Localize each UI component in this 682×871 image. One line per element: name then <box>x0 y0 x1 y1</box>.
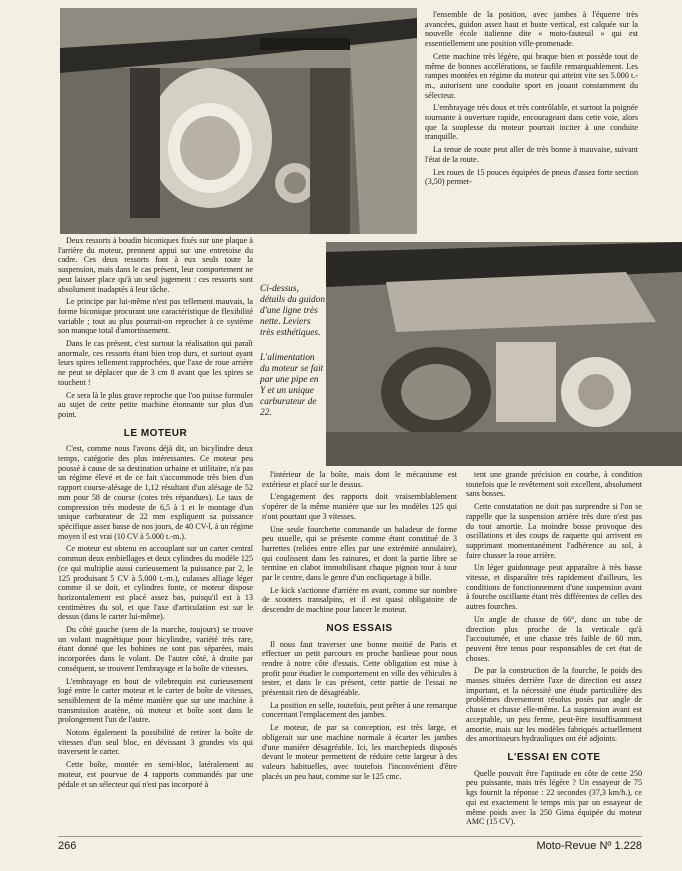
heading-essais: NOS ESSAIS <box>326 622 393 634</box>
paragraph: Cette boîte, montée en semi-bloc, latéralement au moteur, est pourvue de 4 rapports commandés par une pédale et un sélecteur qui n'est pas incorporé à <box>58 760 253 789</box>
page-footer <box>58 840 642 854</box>
paragraph: Un léger guidonnage peut apparaître à très basse vitesse, et disparaître très rapidement d'ailleurs, les conditions de fonctionnement d'une suspension avant à fourche oscillante étant très différentes de celles des autres fourches. <box>466 563 642 612</box>
caption-carburettor: L'alimentation du moteur se fait par une pipe en Y et un unique carburateur de 22. <box>260 353 324 418</box>
paragraph: De par la construction de la fourche, le poids des masses situées derrière l'axe de direction est assez important, et la nécessité une étude particulière des problèmes diversement résolus posés par angle de chasse et chasse elle-même. La suspension avant est acceptable, un peu ferme, peut-être insuffisamment amortie, mais sur les modèles fabriqués actuellement des amortisseurs hydrauliques ont été adjoints. <box>466 666 642 744</box>
footer-rule <box>58 836 642 837</box>
paragraph: Les roues de 15 pouces équipées de pneus d'assez forte section (3,50) permet- <box>425 167 638 187</box>
paragraph: Quelle pouvait être l'aptitude en côte de cette 250 peu puissante, mais très légère ? Un essayeur de 75 kgs fournit la réponse : 22 secondes (37,3 km/h.), ce qui est exactement le temps mis par un essayeur de même poids avec la 250 Gima équipée du moteur AMC (15 CV). <box>466 768 642 827</box>
paragraph: Du côté gauche (sens de la marche, toujours) se trouve un volant magnétique pour bicylindre, variété très rare, étant donné que les bobines ne sont pas séparées, mais incorporées dans le volant. De l'autre côté, à droite par conséquent, se trouvent l'embrayage et la boîte de vitesses. <box>58 625 253 673</box>
paragraph: L'engagement des rapports doit vraisemblablement s'opérer de la même manière que sur les modèles 125 qui n'ont pourtant que 3 vitesses. <box>262 492 457 521</box>
column-middle <box>262 470 457 784</box>
page-number: 266 <box>58 840 77 852</box>
paragraph: L'embrayage très doux et très contrôlable, et surtout la poignée tournante à ouverture rapide, encourageant dans cette voie, alors que la souplesse du moteur pourrait inciter à une conduite tranquille. <box>425 103 638 142</box>
paragraph: Une seule fourchette commande un baladeur de forme peu usuelle, qui se présente comme étant constitué de 3 barrettes (reliées entre elles par une extrémité annulaire), qui coulissent dans les rainures, et dont la partie libre se termine en clabot immobilisant chaque pignon tour à tour par le centre, dans le genre d'un encliquetage à bille. <box>262 524 457 583</box>
photo-motorcycle-front <box>60 8 417 234</box>
photo-captions <box>260 284 326 433</box>
paragraph: l'ensemble de la position, avec jambes à l'équerre très avancées, guidon assez haut et buste vertical, est calquée sur la nouvelle école italienne dite « moto-fauteuil » qui est essentiellement une position ville-promenade. <box>425 10 638 49</box>
paragraph: Ce moteur est obtenu en accouplant sur un carter central commun deux embiellages et deux cylindres du modèle 125 (ce qui multiplie aussi curieusement la puissance par 2, le 125 produisant 5 CV à 5.000 t.-m.), culasses alliage léger comme il se doit, et cylindres fonte, ce moteur dispose horizontalement est placé assez bas, puisqu'il est à 13 centimètres du sol, et que l'axe d'articulation est sur le dessus (dans le carter lui-même). <box>58 544 253 622</box>
paragraph: La tenue de route peut aller de très bonne à mauvaise, suivant l'état de la route. <box>425 145 638 164</box>
paragraph: Le principe par lui-même n'est pas tellement mauvais, la forme biconique procurant une caractéristique de flexibilité variable ; tout au plus pourrait-on reprocher à ce système son manque total d'amortissement. <box>58 297 253 336</box>
paragraph: Il nous faut traverser une bonne moitié de Paris et effectuer un petit parcours en proche banlieue pour nous rendre à notre côte d'essais. Cette obligation est mise à profit pour étudier le comportement en ville des véhicules à tester, et dans le cas présent, cette partie de l'essai ne présentait rien de désagréable. <box>262 639 457 698</box>
paragraph: Notons également la possibilité de retirer la boîte de vitesses d'un seul bloc, en dévissant 3 grandes vis qui traversent le carter. <box>58 728 253 757</box>
motorcycle-headlamp-icon <box>60 8 417 234</box>
paragraph: Un angle de chasse de 66°, donc un tube de direction plus proche de la verticale qu'à l'accoutumée, et une chasse très faible de 60 mm, peuvent être tenus pour responsables de cet état de choses. <box>466 614 642 663</box>
paragraph: l'intérieur de la boîte, mais dont le mécanisme est extérieur et placé sur le dessus. <box>262 470 457 489</box>
paragraph: C'est, comme nous l'avons déjà dit, un bicylindre deux temps, catégorie des plus intéressantes. Ce moteur peu poussé à cause de sa destination urbaine et utilitaire, n'a pas un régime élevé et de ce fait s'accommode très bien d'un rapport course-alésage de 1,12 résultant d'un alésage de 52 mm pour 58 de course (cotes très répandues). Le taux de compression très modeste de 6,5 à 1 et le montage d'un unique carburateur de 22 mm expliquent sa puissance spécifique assez basse de nos jours, de 40 CV-l, à un régime moyen il est vrai (10 CV à 5.000 t.-m.). <box>58 444 253 541</box>
paragraph: La position en selle, toutefois, peut prêter à une remarque concernant l'emplacement des jambes. <box>262 700 457 720</box>
paragraph: Dans le cas présent, c'est surtout la réalisation qui paraît anormale, ces ressorts étant bien trop durs, et surtout ayant leurs spires tellement rapprochées, que l'axe de roue arrière ne peut se déplacer que de 3 cm 8 avant que les spires se touchent ! <box>58 339 253 387</box>
heading-cote: L'ESSAI EN COTE <box>507 751 601 763</box>
photo-handlebar-engine <box>326 242 682 466</box>
paragraph: Deux ressorts à boudin biconiques fixés sur une plaque à l'arrière du moteur, prennent appui sur une entretoise du cadre. Ces deux ressorts font à eux seuls toute la suspension, mais dans le cas présent, leur comportement ne peut laisser place qu'à un seul jugement : ces ressorts sont absolument inadaptés à leur tâche. <box>58 236 253 294</box>
paragraph: Cette machine très légère, qui braque bien et possède tout de même de bonnes accélérations, se faufile remarquablement. Les rampes montées en régime du moteur qui atteint vite ses 5.000 t.-m., autorisent une conduite sport en jouant constamment du sélecteur. <box>425 51 638 100</box>
magazine-issue: Moto-Revue Nº 1.228 <box>536 840 642 852</box>
column-left <box>58 236 253 792</box>
paragraph: L'embrayage en bout de vilebrequin est curieusement logé entre le carter moteur et le carter de boîte de vitesses, sensiblement de la même manière que sur une machine à transmission acatène, où moteur et boîte sont dans le prolongement l'un de l'autre. <box>58 676 253 725</box>
engine-carburettor-icon <box>326 242 682 466</box>
column-right-top <box>425 10 638 190</box>
paragraph: Le moteur, de par sa conception, est très large, et obligerait sur une machine normale à écarter les jambes d'une manière désagréable. Ici, les marchepieds disposés devant le moteur permettent de réduire cette largeur à des valeurs habituelles, avec toutefois l'inconvénient d'être placés un peu haut, comme sur le 125 cmc. <box>262 723 457 781</box>
heading-moteur: LE MOTEUR <box>123 427 188 439</box>
paragraph: tent une grande précision en courbe, à condition toutefois que le revêtement soit excellent, absolument sans bosses. <box>466 470 642 499</box>
caption-handlebar: Ci-dessus, détails du guidon d'une ligne très nette. Leviers très esthétiques. <box>260 284 326 338</box>
column-right <box>466 470 642 830</box>
paragraph: Le kick s'actionne d'arrière en avant, comme sur nombre de scooters transalpins, et il est quasi obligatoire de descendre de machine pour lancer le moteur. <box>262 585 457 615</box>
paragraph: Cette constatation ne doit pas surprendre si l'on se rappelle que la suspension arrière très dure n'est pas du tout amortie. La moindre bosse provoque des oscillations et des coups de raquette qui arrivent en supprimant momentanément l'adhérence au sol, à faire chasser la roue arrière. <box>466 502 642 560</box>
paragraph: Ce sera là le plus grave reproche que l'on puisse formuler au sujet de cette petite machine étonnante sur plus d'un point. <box>58 390 253 419</box>
